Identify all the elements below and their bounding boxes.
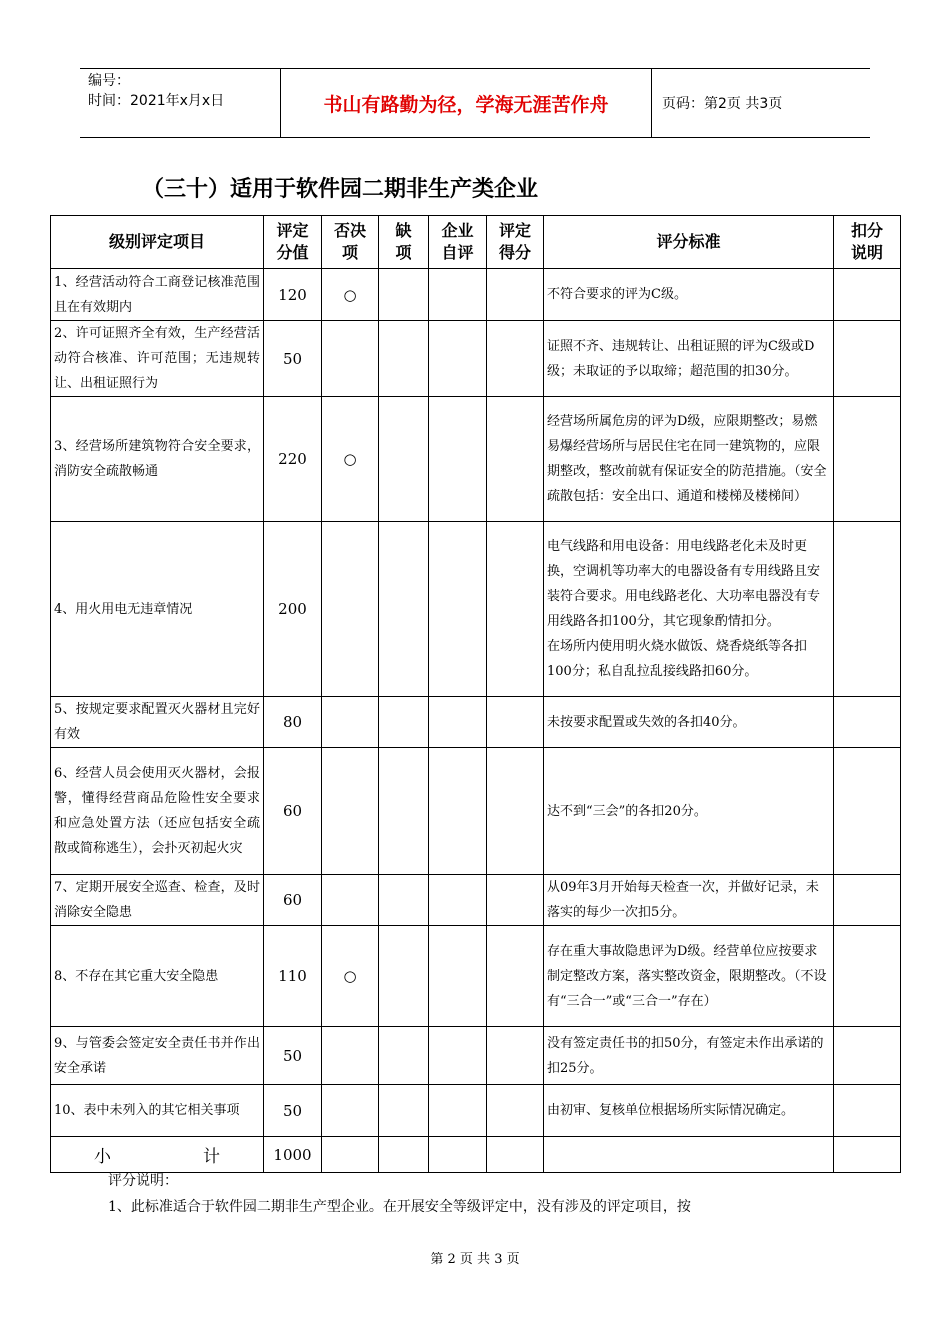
row-rated <box>487 1085 544 1137</box>
row-item: 8、不存在其它重大安全隐患 <box>51 926 264 1027</box>
row-item: 6、经营人员会使用灭火器材，会报警，懂得经营商品危险性安全要求和应急处置方法（还应包括安全疏散或简称逃生），会扑灭初起火灾 <box>51 748 264 875</box>
row-deduct <box>834 321 901 397</box>
row-missing <box>379 1085 429 1137</box>
row-veto: ○ <box>322 397 379 522</box>
header-self: 企业 自评 <box>429 216 487 269</box>
row-missing <box>379 1027 429 1085</box>
number-label: 编号： <box>88 73 130 89</box>
row-score: 60 <box>264 875 322 926</box>
row-criteria: 未按要求配置或失效的各扣40分。 <box>544 697 834 748</box>
criteria-part-2: 在场所内使用明火烧水做饭、烧香烧纸等各扣100分；私自乱拉乱接线路扣60分。 <box>547 639 808 679</box>
row-veto: ○ <box>322 926 379 1027</box>
row-criteria: 经营场所属危房的评为D级，应限期整改；易燃易爆经营场所与居民住宅在同一建筑物的，应限期整改，整改前就有保证安全的防范措施。（安全疏散包括：安全出口、通道和楼梯及楼梯间） <box>544 397 834 522</box>
row-deduct <box>834 522 901 697</box>
row-item: 7、定期开展安全巡查、检查，及时消除安全隐患 <box>51 875 264 926</box>
row-item: 9、与管委会签定安全责任书并作出安全承诺 <box>51 1027 264 1085</box>
row-criteria: 不符合要求的评为C级。 <box>544 269 834 321</box>
row-score: 110 <box>264 926 322 1027</box>
table-row <box>51 748 901 875</box>
table-row <box>51 1085 901 1137</box>
table-row <box>51 321 901 397</box>
row-item: 5、按规定要求配置灭火器材且完好有效 <box>51 697 264 748</box>
row-missing <box>379 522 429 697</box>
total-label: 小 计 <box>51 1137 264 1173</box>
row-criteria: 没有签定责任书的扣50分，有签定未作出承诺的扣25分。 <box>544 1027 834 1085</box>
row-veto <box>322 697 379 748</box>
rating-table <box>50 215 901 1173</box>
row-veto <box>322 1027 379 1085</box>
header-deduct: 扣分 说明 <box>834 216 901 269</box>
row-score: 50 <box>264 1027 322 1085</box>
row-self <box>429 748 487 875</box>
row-deduct <box>834 875 901 926</box>
table-row <box>51 926 901 1027</box>
table-row <box>51 269 901 321</box>
row-deduct <box>834 748 901 875</box>
notes-heading: 评分说明： <box>108 1173 178 1189</box>
row-item: 3、经营场所建筑物符合安全要求，消防安全疏散畅通 <box>51 397 264 522</box>
row-self <box>429 697 487 748</box>
header-score: 评定 分值 <box>264 216 322 269</box>
row-self <box>429 875 487 926</box>
row-score: 220 <box>264 397 322 522</box>
row-rated <box>487 397 544 522</box>
header-rated: 评定 得分 <box>487 216 544 269</box>
row-deduct <box>834 697 901 748</box>
row-missing <box>379 269 429 321</box>
table-total-row <box>51 1137 901 1173</box>
row-self <box>429 1027 487 1085</box>
row-self <box>429 269 487 321</box>
table-header-row <box>51 216 901 269</box>
header-criteria: 评分标准 <box>544 216 834 269</box>
row-criteria: 证照不齐、违规转让、出租证照的评为C级或D级；未取证的予以取缔；超范围的扣30分。 <box>544 321 834 397</box>
header-item: 级别评定项目 <box>51 216 264 269</box>
table-row <box>51 522 901 697</box>
row-deduct <box>834 1027 901 1085</box>
row-item: 1、经营活动符合工商登记核准范围且在有效期内 <box>51 269 264 321</box>
row-veto <box>322 748 379 875</box>
header-left <box>80 69 280 137</box>
table-row <box>51 1027 901 1085</box>
row-missing <box>379 697 429 748</box>
row-criteria: 达不到“三会”的各扣20分。 <box>544 748 834 875</box>
row-veto: ○ <box>322 269 379 321</box>
row-rated <box>487 269 544 321</box>
row-veto <box>322 321 379 397</box>
row-deduct <box>834 269 901 321</box>
row-self <box>429 522 487 697</box>
motto: 书山有路勤为径，学海无涯苦作舟 <box>280 69 652 137</box>
notes-line-1: 1、此标准适合于软件园二期非生产型企业。在开展安全等级评定中，没有涉及的评定项目，按 <box>108 1199 691 1215</box>
row-score: 200 <box>264 522 322 697</box>
row-rated <box>487 522 544 697</box>
row-item: 2、许可证照齐全有效，生产经营活动符合核准、许可范围；无违规转让、出租证照行为 <box>51 321 264 397</box>
total-score: 1000 <box>264 1137 322 1173</box>
row-score: 80 <box>264 697 322 748</box>
row-missing <box>379 397 429 522</box>
table-row <box>51 697 901 748</box>
row-rated <box>487 875 544 926</box>
row-rated <box>487 748 544 875</box>
row-criteria <box>544 522 834 697</box>
table-row <box>51 397 901 522</box>
row-criteria: 存在重大事故隐患评为D级。经营单位应按要求制定整改方案，落实整改资金，限期整改。（不设有“三合一”或“三合一”存在） <box>544 926 834 1027</box>
row-self <box>429 1085 487 1137</box>
row-score: 50 <box>264 1085 322 1137</box>
row-deduct <box>834 1085 901 1137</box>
row-rated <box>487 321 544 397</box>
criteria-part-1: 电气线路和用电设备：用电线路老化未及时更换，空调机等功率大的电器设备有专用线路且安装符合要求。用电线路老化、大功率电器没有专用线路各扣100分，其它现象酌情扣分。 <box>547 539 821 629</box>
row-self <box>429 397 487 522</box>
row-score: 120 <box>264 269 322 321</box>
row-deduct <box>834 397 901 522</box>
row-veto <box>322 522 379 697</box>
time-label: 时间：2021年x月x日 <box>88 93 225 109</box>
row-rated <box>487 697 544 748</box>
row-item: 10、表中未列入的其它相关事项 <box>51 1085 264 1137</box>
row-missing <box>379 748 429 875</box>
page-header <box>80 68 870 138</box>
page-label: 页码：第2页 共3页 <box>662 96 783 112</box>
page-footer: 第 2 页 共 3 页 <box>430 1252 520 1267</box>
row-criteria: 由初审、复核单位根据场所实际情况确定。 <box>544 1085 834 1137</box>
header-missing: 缺 项 <box>379 216 429 269</box>
row-missing <box>379 875 429 926</box>
row-criteria: 从09年3月开始每天检查一次，并做好记录，未落实的每少一次扣5分。 <box>544 875 834 926</box>
header-veto: 否决 项 <box>322 216 379 269</box>
row-item: 4、用火用电无违章情况 <box>51 522 264 697</box>
table-row <box>51 875 901 926</box>
row-score: 60 <box>264 748 322 875</box>
row-self <box>429 321 487 397</box>
row-missing <box>379 926 429 1027</box>
row-missing <box>379 321 429 397</box>
row-self <box>429 926 487 1027</box>
row-veto <box>322 1085 379 1137</box>
row-score: 50 <box>264 321 322 397</box>
document-title: （三十）适用于软件园二期非生产类企业 <box>142 177 539 202</box>
row-deduct <box>834 926 901 1027</box>
row-rated <box>487 926 544 1027</box>
row-veto <box>322 875 379 926</box>
row-rated <box>487 1027 544 1085</box>
